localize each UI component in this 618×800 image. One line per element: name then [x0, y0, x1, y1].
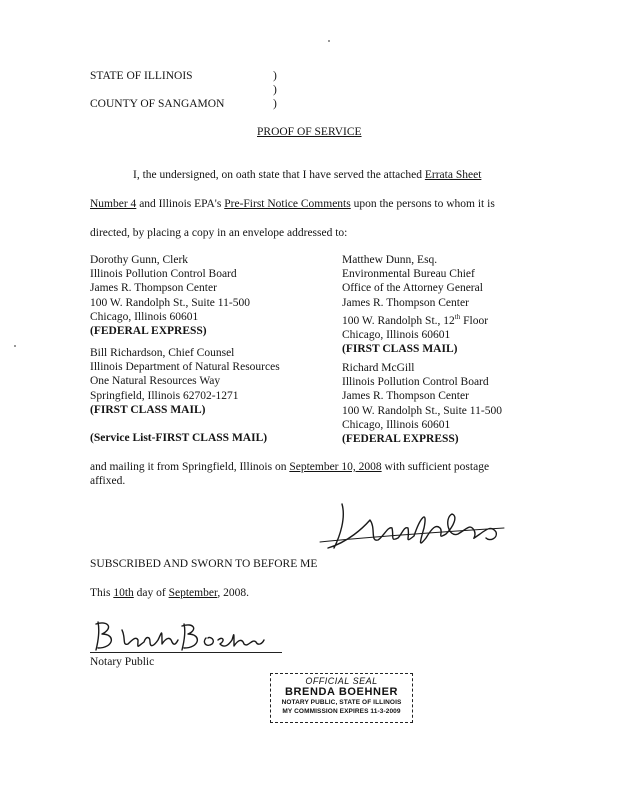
address-text: 100 W. Randolph St., 12	[342, 314, 455, 327]
document-title: PROOF OF SERVICE	[257, 126, 362, 138]
address-line: Matthew Dunn, Esq.	[342, 254, 438, 266]
ordinal-suffix: th	[454, 312, 461, 321]
address-line: 100 W. Randolph St., Suite 11-500	[90, 296, 250, 309]
body-text: I, the undersigned, on oath state that I have served the attached	[133, 169, 425, 181]
body-text: day of	[133, 587, 169, 599]
service-list-note: (Service List-FIRST CLASS MAIL)	[90, 432, 268, 444]
address-line: Bill Richardson, Chief Counsel	[90, 347, 235, 359]
recipient-richardson	[90, 346, 280, 417]
address-line: Springfield, Illinois 62702-1271	[90, 389, 239, 402]
affiant-signature	[318, 498, 508, 558]
address-line	[342, 310, 488, 328]
recipient-dunn	[342, 253, 488, 356]
notary-signature-line	[90, 652, 282, 653]
address-line: Chicago, Illinois 60601	[342, 418, 451, 431]
notary-date-line	[90, 586, 249, 600]
address-line: James R. Thompson Center	[90, 282, 217, 295]
delivery-method: (FIRST CLASS MAIL)	[342, 343, 458, 356]
mailing-line-2: affixed.	[90, 475, 126, 487]
body-text: upon the persons to whom it is	[350, 198, 495, 210]
seal-name: BRENDA BOEHNER	[284, 686, 399, 698]
body-text: and mailing it from Springfield, Illinois on	[90, 461, 290, 473]
mailing-date: September 10, 2008	[289, 461, 382, 473]
seal-notary-line: NOTARY PUBLIC, STATE OF ILLINOIS	[281, 699, 402, 706]
address-line: Chicago, Illinois 60601	[342, 328, 451, 341]
address-line: James R. Thompson Center	[342, 296, 469, 309]
address-line: 100 W. Randolph St., Suite 11-500	[342, 404, 502, 417]
delivery-method: (FEDERAL EXPRESS)	[90, 325, 207, 338]
body-line-1	[133, 168, 481, 182]
address-text: Floor	[460, 314, 489, 327]
address-line: Illinois Pollution Control Board	[90, 268, 237, 281]
address-line: Dorothy Gunn, Clerk	[90, 254, 189, 266]
address-line: One Natural Resources Way	[90, 375, 221, 388]
comments-reference: Pre-First Notice Comments	[224, 198, 351, 210]
address-line: Illinois Department of Natural Resources	[90, 361, 280, 374]
county-caption: COUNTY OF SANGAMON	[90, 98, 225, 110]
body-line-3: directed, by placing a copy in an envelope addressed to:	[90, 227, 348, 239]
notary-signature	[92, 618, 272, 654]
address-line: Richard McGill	[342, 362, 415, 374]
recipient-mcgill	[342, 361, 502, 446]
body-text: This	[90, 587, 114, 599]
body-line-2	[90, 197, 495, 211]
errata-number: Number 4	[90, 198, 137, 210]
notary-month: September	[168, 587, 218, 599]
scan-speck	[328, 40, 330, 42]
caption-bracket: )	[273, 84, 277, 96]
state-caption: STATE OF ILLINOIS	[90, 70, 193, 82]
body-text: , 2008.	[217, 587, 249, 599]
address-line: Office of the Attorney General	[342, 282, 483, 295]
seal-commission-line: MY COMMISSION EXPIRES 11-3-2009	[282, 708, 401, 715]
address-line: James R. Thompson Center	[342, 390, 469, 403]
address-line: Chicago, Illinois 60601	[90, 310, 199, 323]
errata-reference: Errata Sheet	[424, 169, 482, 181]
caption-bracket: )	[273, 98, 277, 110]
notary-day: 10th	[113, 587, 134, 599]
address-line: Environmental Bureau Chief	[342, 268, 475, 281]
seal-title: OFFICIAL SEAL	[305, 676, 378, 686]
body-text: with sufficient postage	[381, 461, 490, 473]
delivery-method: (FIRST CLASS MAIL)	[90, 403, 206, 416]
recipient-gunn	[90, 253, 250, 338]
caption-bracket: )	[273, 70, 277, 82]
subscribed-line: SUBSCRIBED AND SWORN TO BEFORE ME	[90, 558, 318, 570]
delivery-method: (FEDERAL EXPRESS)	[342, 433, 459, 446]
notary-label: Notary Public	[90, 656, 155, 668]
scan-speck	[14, 345, 16, 347]
address-line: Illinois Pollution Control Board	[342, 376, 489, 389]
body-text: and Illinois EPA's	[136, 198, 225, 210]
notary-seal-stamp	[270, 673, 413, 723]
mailing-line-1	[90, 460, 489, 474]
